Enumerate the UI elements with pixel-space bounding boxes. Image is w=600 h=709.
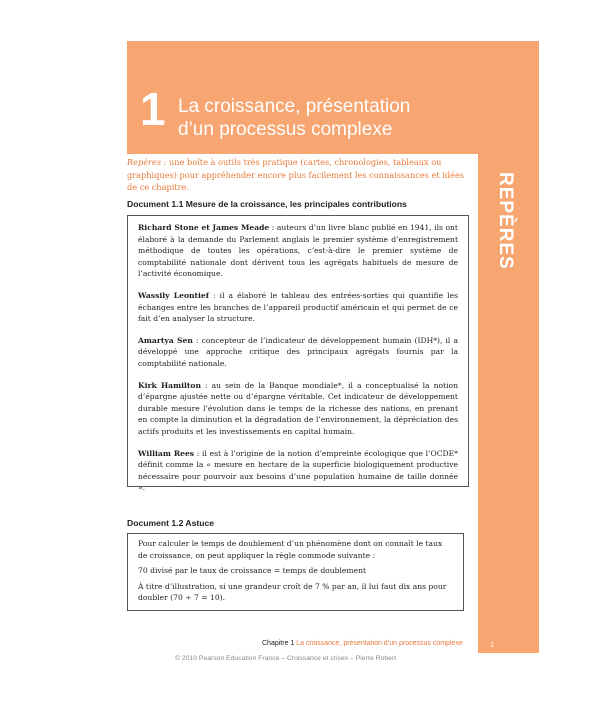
chapter-title-line2: d’un processus complexe bbox=[178, 119, 393, 140]
tip-example: À titre d’illustration, si une grandeur croît de 7 % par an, il lui faut dix ans pour doubler (70 ÷ 7 = 10). bbox=[138, 581, 447, 603]
page-number: 1 bbox=[490, 640, 495, 649]
footer-chapter-title: La croissance, présentation d’un processus complexe bbox=[296, 640, 463, 647]
intro-lead: Repères bbox=[127, 157, 162, 167]
contribution-entry bbox=[138, 380, 458, 438]
document-1-box bbox=[127, 215, 469, 493]
contribution-text: : il a élaboré le tableau des entrées-sorties qui quantifie les échanges entre les branches de l’appareil productif américain et qui permet de ce fait d’en analyser la structure. bbox=[138, 290, 458, 324]
contribution-text: : au sein de la Banque mondiale*, il a conceptualisé la notion d’épargne ajustée nette ou d’épargne véritable. Cet indicateur de développement durable mesure l’évolution dans le temps de la richesse des nations, en prenant en compte la diminution et la dégradation de l’environnement, la dépréciation des actifs produits et les investissements en capital humain. bbox=[138, 380, 458, 436]
side-label-reperes: REPÈRES bbox=[495, 172, 516, 270]
intro-rest: : une boîte à outils très pratique (cartes, chronologies, tableaux ou graphiques) pour appréhender encore plus facilement les connaissances et idées de ce chapitre. bbox=[127, 157, 465, 192]
side-band bbox=[478, 41, 539, 653]
contribution-text: : concepteur de l’indicateur de développement humain (IDH*), il a développé une approche critique des principaux agrégats fournis par la comptabilité nationale. bbox=[138, 335, 458, 368]
chapter-title bbox=[178, 95, 410, 141]
contribution-entry bbox=[138, 335, 458, 370]
intro-text bbox=[127, 156, 467, 194]
chapter-title-line1: La croissance, présentation bbox=[178, 96, 411, 117]
contribution-entry bbox=[138, 290, 458, 325]
contribution-entry bbox=[138, 448, 458, 494]
contributor-name: Wassily Leontief bbox=[138, 290, 210, 300]
footer-chapter bbox=[262, 640, 463, 647]
document-2-title: Document 1.2 Astuce bbox=[127, 518, 215, 528]
contributor-name: Kirk Hamilton bbox=[138, 380, 201, 390]
footer-chapter-prefix: Chapitre 1 bbox=[262, 640, 295, 647]
tip-line: Pour calculer le temps de doublement d’un phénomène dont on connaît le taux de croissance, on peut appliquer la règle commode suivante : bbox=[138, 539, 443, 560]
copyright-line: © 2010 Pearson Education France – Croissance et crises – Pierre Robert bbox=[175, 655, 397, 662]
contribution-entry bbox=[138, 222, 458, 280]
document-1-title: Document 1.1 Mesure de la croissance, les principales contributions bbox=[127, 199, 407, 209]
contribution-text: : auteurs d’un livre blanc publié en 1941, ils ont élaboré à la demande du Parlement anglais le premier système d’enregistrement méthodique de toutes les opérations, c’est-à-dire le premier système de comptabilité nationale dont dérivent tous les agrégats habituels de mesure de l’activité économique. bbox=[138, 223, 458, 279]
contribution-text: : il est à l’origine de la notion d’empreinte écologique que l’OCDE* définit comme la « mesure en hectare de la superficie biologiquement productive nécessaire pour pourvoir aux besoins d’une population humaine de taille donnée ». bbox=[138, 448, 458, 493]
contributor-name: Richard Stone et James Meade bbox=[138, 223, 270, 232]
contributor-name: Amartya Sen bbox=[138, 335, 193, 345]
tip-formula: 70 divisé par le taux de croissance = temps de doublement bbox=[138, 566, 367, 576]
contributor-name: William Rees bbox=[138, 448, 195, 458]
document-2-box bbox=[127, 533, 464, 611]
chapter-number: 1 bbox=[140, 83, 166, 135]
